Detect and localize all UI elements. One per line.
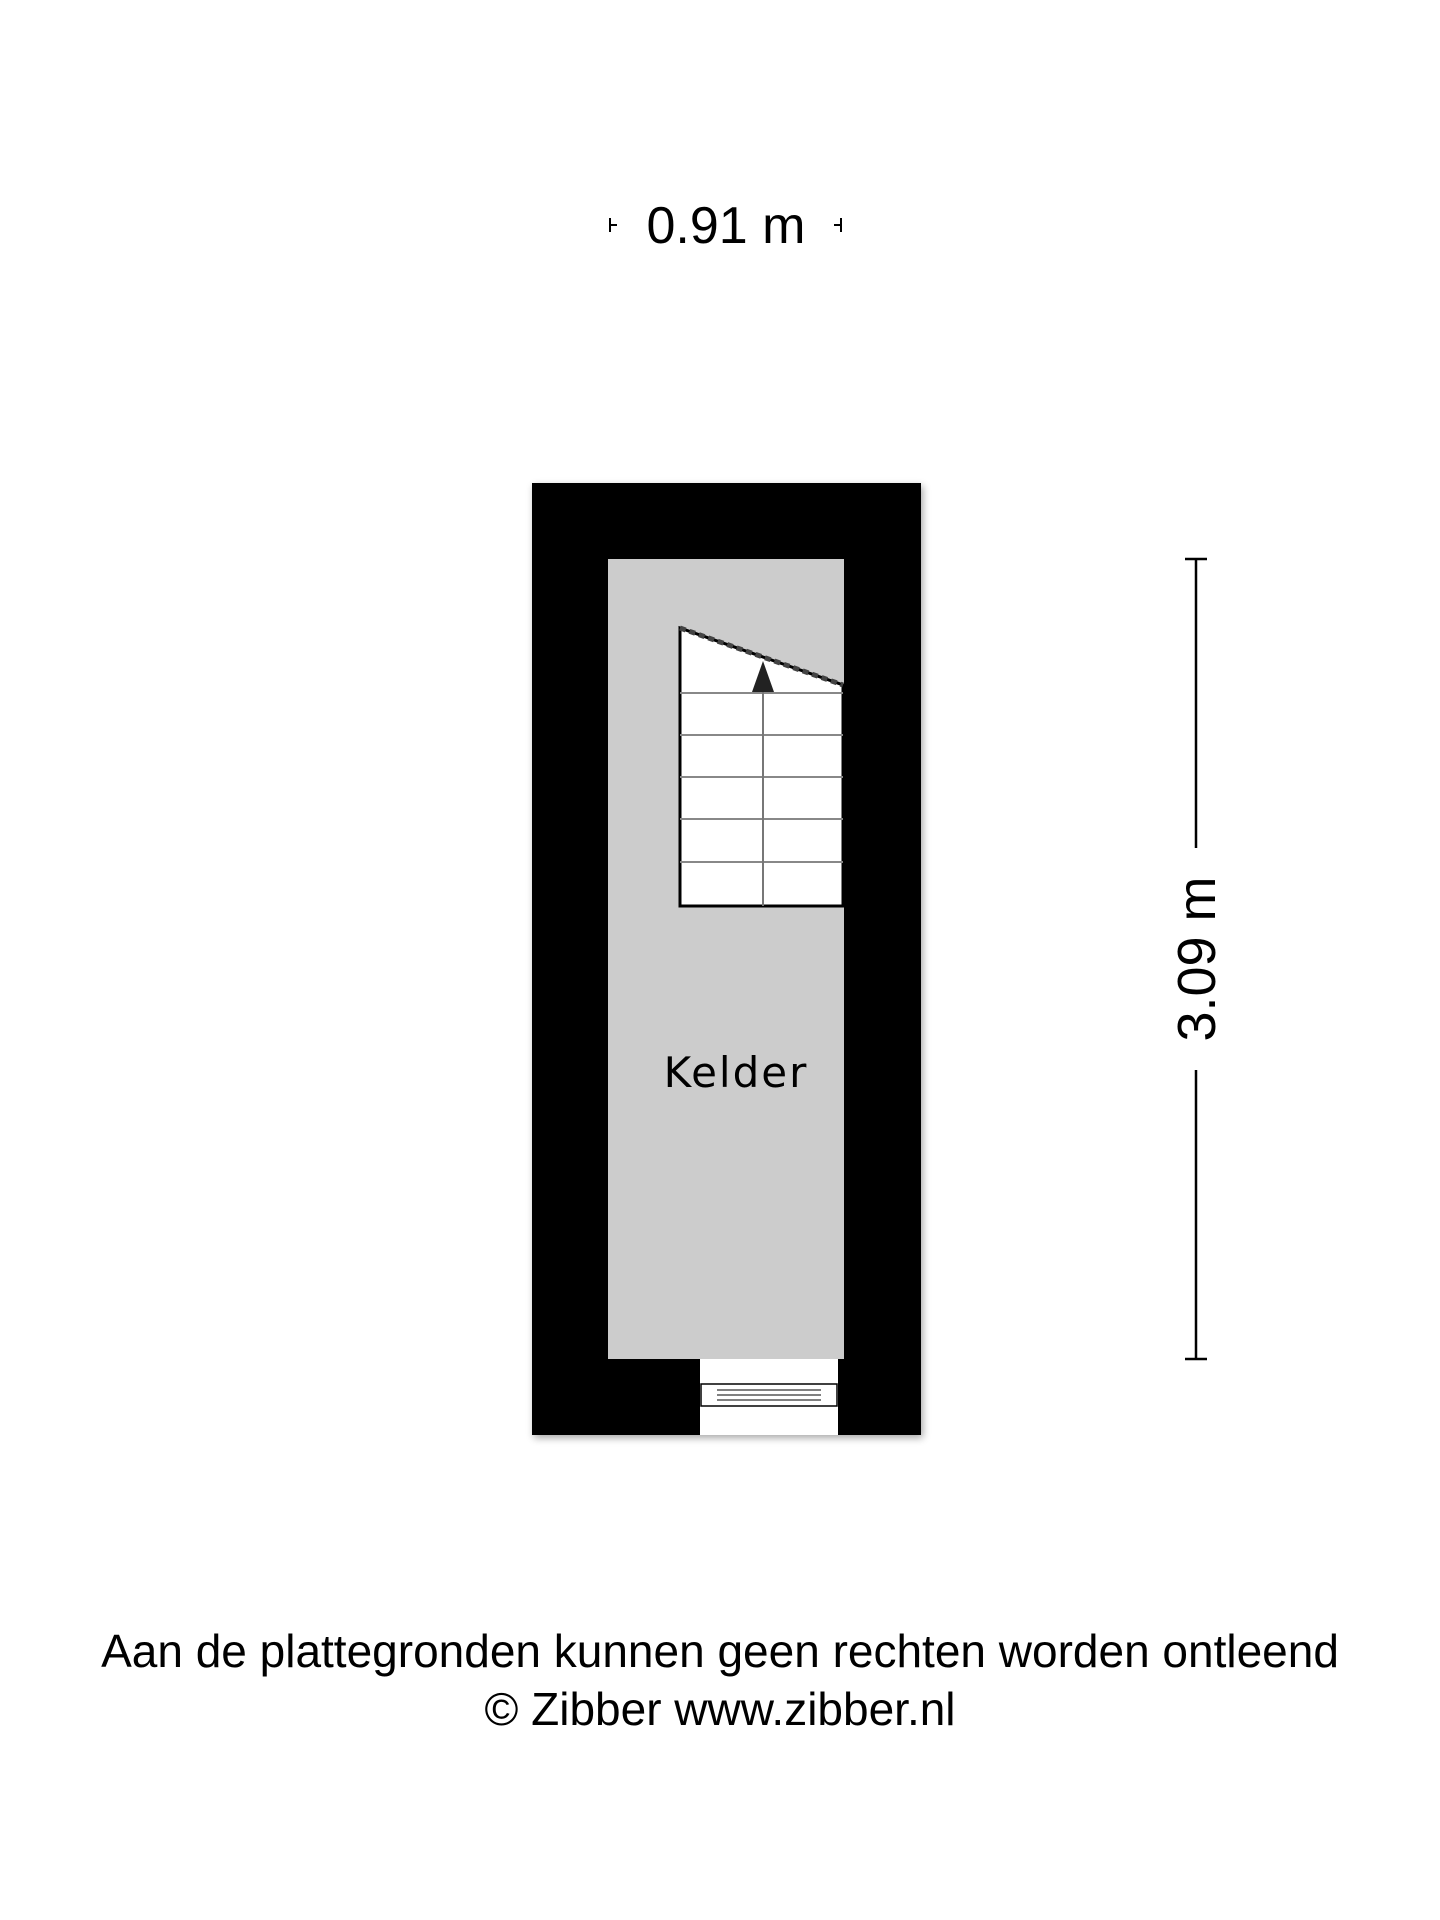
- copyright-text: © Zibber www.zibber.nl: [484, 1683, 956, 1735]
- width-dimension: [610, 197, 841, 255]
- width-dimension-label: 0.91 m: [646, 197, 806, 255]
- disclaimer-text: Aan de plattegronden kunnen geen rechten worden ontleend: [101, 1625, 1339, 1677]
- height-dimension: [1167, 559, 1227, 1359]
- height-dimension-label: 3.09 m: [1167, 876, 1227, 1042]
- door-opening: [700, 1359, 838, 1435]
- room-label-kelder: Kelder: [663, 1048, 809, 1097]
